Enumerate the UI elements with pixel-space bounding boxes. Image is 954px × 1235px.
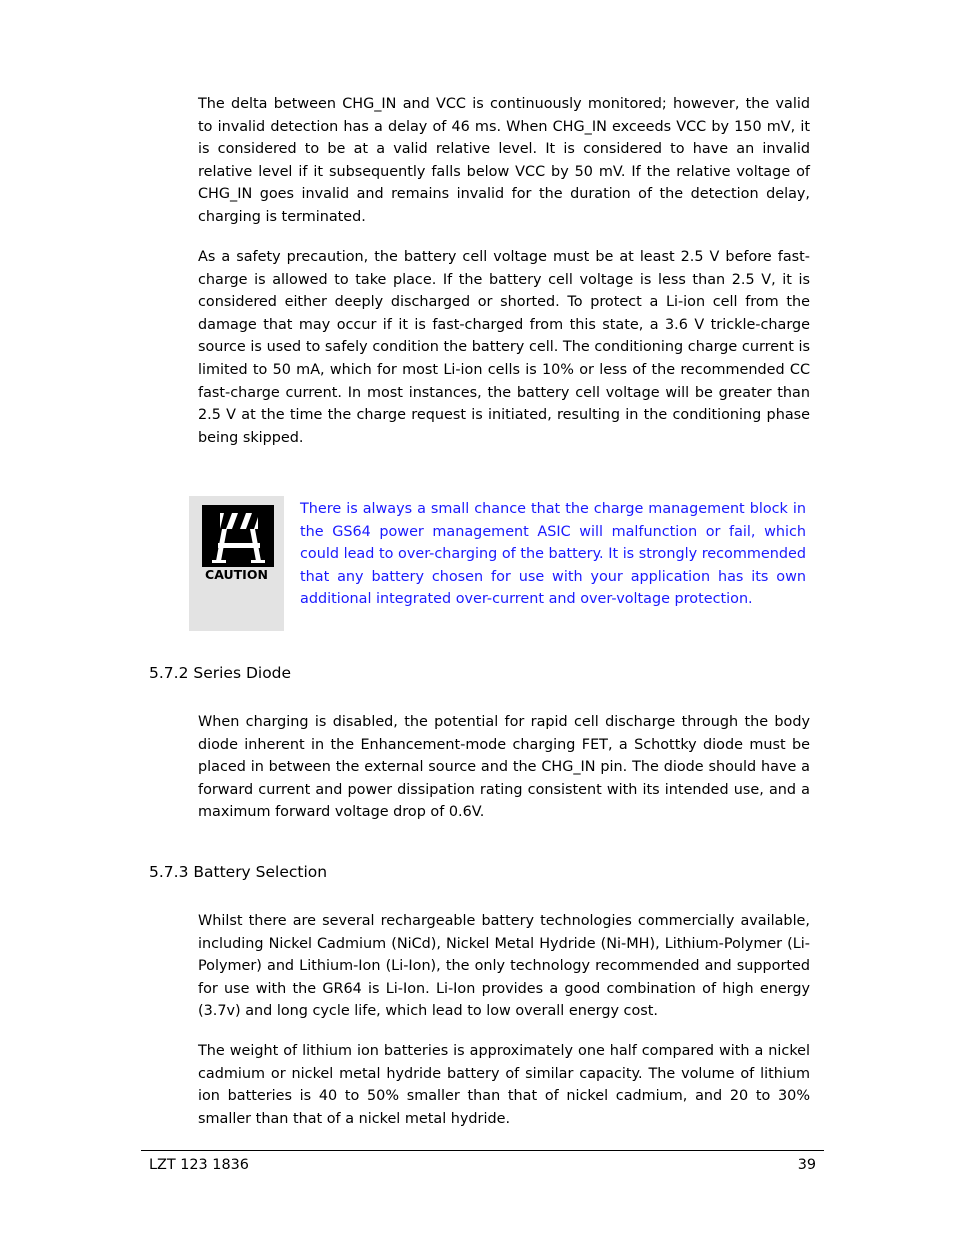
paragraph-lithium-weight: The weight of lithium ion batteries is approximately one half compared with a nickel cadmium or nickel metal hydride battery of similar capacity. The volume of lithium ion batteries is 40 to 50% smaller than that of nickel cadmium, and 20 to 30% smaller than that of a nickel metal hydride. [198,1043,810,1127]
footer-page-number: 39 [797,1157,816,1173]
paragraph-battery-technologies: Whilst there are several rechargeable battery technologies commercially available, including Nickel Cadmium (NiCd), Nickel Metal Hydride (Ni-MH), Lithium-Polymer (Li-Polymer) and Lithium-Ion (Li-Ion), the only technology recommended and supported for use with the GR64 is Li-Ion. Li-Ion provides a good combination of high energy (3.7v) and long cycle life, which lead to low overall energy cost. [198,913,810,1020]
caution-text: There is always a small chance that the charge management block in the GS64 power management ASIC will malfunction or fail, which could lead to over-charging of the battery. It is strongly recommended that any battery chosen for use with your application has its own additional integrated over-current and over-voltage protection. [300,501,806,608]
caution-barrier-icon [202,505,274,567]
paragraph-chg-in-detection: The delta between CHG_IN and VCC is continuously monitored; however, the valid to invalid detection has a delay of 46 ms. When CHG_IN exceeds VCC by 150 mV, it is considered to be at a valid relative level. It is considered to have an invalid relative level if it subsequently falls below VCC by 50 mV. If the relative voltage of CHG_IN goes invalid and remains invalid for the duration of the detection delay, charging is terminated. [198,96,810,225]
caution-panel [189,496,284,631]
paragraph-series-diode: When charging is disabled, the potential for rapid cell discharge through the body diode inherent in the Enhancement-mode charging FET, a Schottky diode must be placed in between the external source and the CHG_IN pin. The diode should have a forward current and power dissipation rating consistent with its intended use, and a maximum forward voltage drop of 0.6V. [198,714,810,821]
footer-divider [141,1150,824,1151]
paragraph-safety-precaution: As a safety precaution, the battery cell voltage must be at least 2.5 V before fast-charge is allowed to take place. If the battery cell voltage is less than 2.5 V, it is considered either deeply discharged or shorted. To protect a Li-ion cell from the damage that may occur if it is fast-charged from this state, a 3.6 V trickle-charge source is used to safely condition the battery cell. The conditioning charge current is limited to 50 mA, which for most Li-ion cells is 10% or less of the recommended CC fast-charge current. In most instances, the battery cell voltage will be greater than 2.5 V at the time the charge request is initiated, resulting in the conditioning phase being skipped. [198,249,810,446]
footer-document-id: LZT 123 1836 [149,1157,249,1173]
section-heading-series-diode: 5.7.2 Series Diode [149,664,292,682]
section-heading-battery-selection: 5.7.3 Battery Selection [149,863,328,881]
caution-label: CAUTION [205,567,268,582]
